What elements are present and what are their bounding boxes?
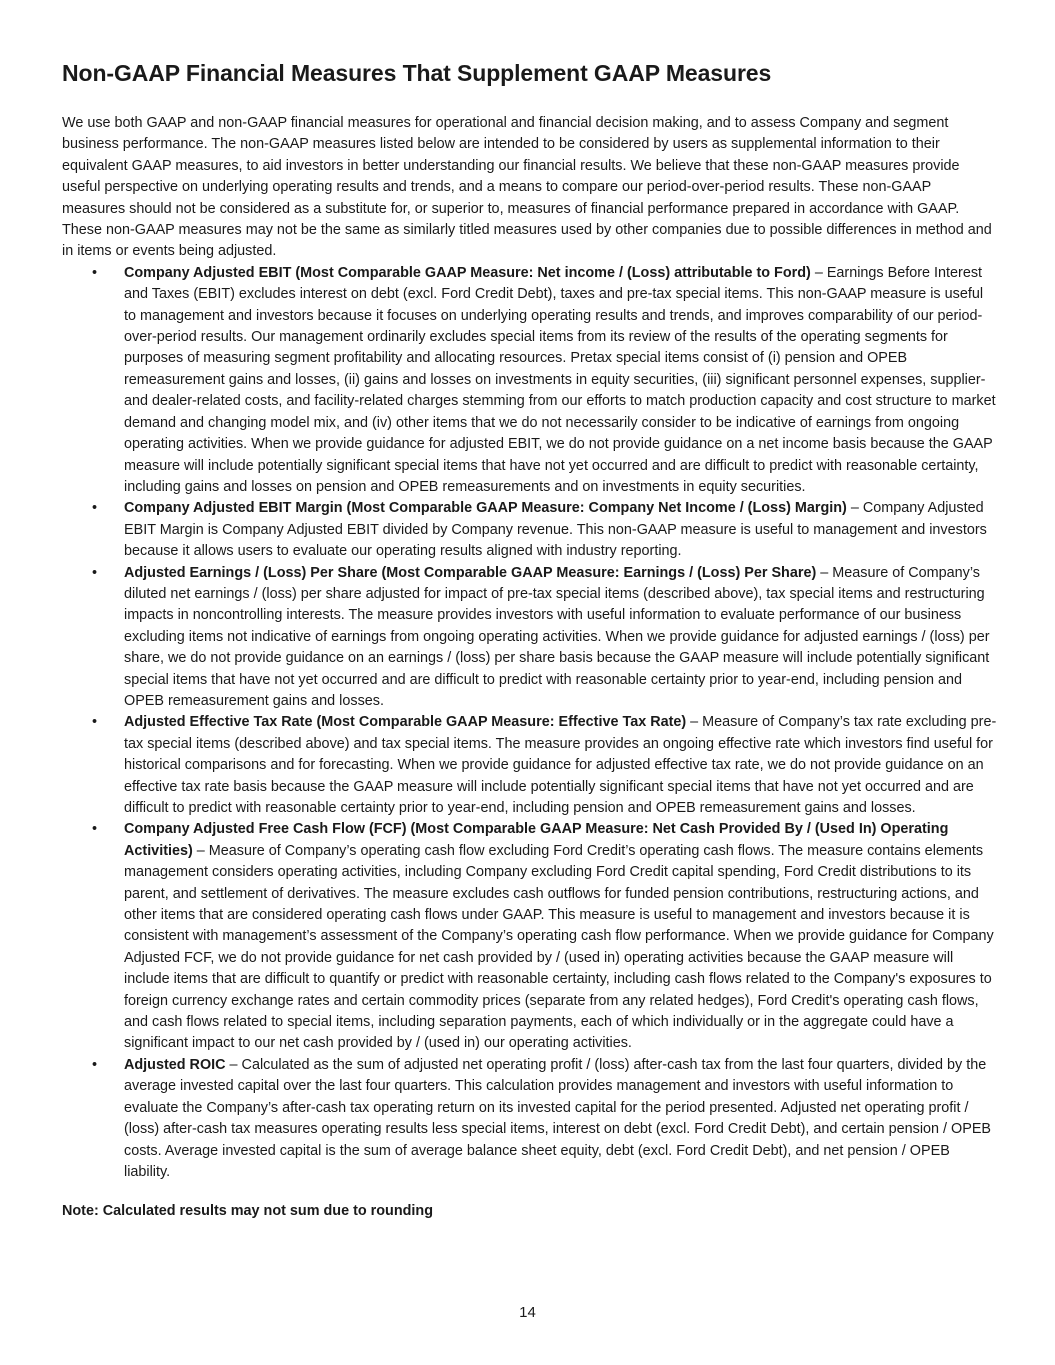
bullet: •	[92, 264, 98, 281]
bullet: •	[92, 1056, 98, 1073]
list-item	[62, 263, 997, 498]
bullet: •	[92, 714, 98, 731]
bullet: •	[92, 564, 98, 581]
page-number: 14	[519, 1304, 536, 1321]
measure-heading: Adjusted ROIC	[124, 1056, 226, 1073]
measure-heading: Company Adjusted Free Cash Flow (FCF) (Most Comparable GAAP Measure: Net Cash Provided By / (Used In) Operating Activities)	[124, 821, 949, 859]
bullet: •	[92, 821, 98, 838]
measure-description: – Measure of Company’s diluted net earnings / (loss) per share adjusted for impact of pre-tax special items (described above), tax special items and restructuring impacts in noncontrolling interests. The measure provides investors with useful information to evaluate performance of our business excluding items not indicative of earnings from ongoing operating activities. When we provide guidance for adjusted earnings / (loss) per share, we do not provide guidance on an earnings / (loss) per share basis because the GAAP measure will include potentially significant special items that have not yet occurred and are difficult to predict with reasonable certainty prior to year-end, including pension and OPEB remeasurement gains and losses.	[124, 564, 990, 709]
measure-heading: Company Adjusted EBIT Margin (Most Comparable GAAP Measure: Company Net Income / (Loss) Margin)	[124, 500, 847, 517]
list-item	[62, 498, 997, 562]
measure-description: – Measure of Company’s tax rate excluding pre-tax special items (described above) and tax special items. The measure provides an ongoing effective rate which investors find useful for historical comparisons and for forecasting. When we provide guidance for adjusted effective tax rate, we do not provide guidance on an effective tax rate basis because the GAAP measure will include potentially significant special items that have not yet occurred and are difficult to predict with reasonable certainty prior to year-end, including pension and OPEB remeasurement gains and losses.	[124, 714, 997, 816]
list-item	[62, 1055, 997, 1183]
bullet: •	[92, 500, 98, 517]
list-item	[62, 563, 997, 713]
measure-description: – Calculated as the sum of adjusted net operating profit / (loss) after-cash tax from the last four quarters, divided by the average invested capital over the last four quarters. This calculation provides management and investors with useful information to evaluate the Company’s after-cash tax operating return on its invested capital for the period presented. Adjusted net operating profit / (loss) after-cash tax measures operating results less special items, interest on debt (excl. Ford Credit Debt), and certain pension / OPEB costs. Average invested capital is the sum of average balance sheet equity, debt (excl. Ford Credit Debt), and net pension / OPEB liability.	[124, 1056, 992, 1180]
intro-paragraph: We use both GAAP and non-GAAP financial measures for operational and financial decision making, and to assess Company and segment business performance. The non-GAAP measures listed below are intended to be considered by users as supplemental information to their equivalent GAAP measures, to aid investors in better understanding our financial results. We believe that these non-GAAP measures provide useful perspective on underlying operating results and trends, and a means to compare our period-over-period results. These non-GAAP measures should not be considered as a substitute for, or superior to, measures of financial performance prepared in accordance with GAAP. These non-GAAP measures may not be the same as similarly titled measures used by other companies due to possible differences in method and in items or events being adjusted.	[62, 115, 992, 260]
list-item	[62, 819, 997, 1054]
measures-list	[62, 263, 997, 1183]
measure-heading: Adjusted Effective Tax Rate (Most Comparable GAAP Measure: Effective Tax Rate)	[124, 714, 687, 731]
document-page	[62, 60, 997, 1219]
list-item	[62, 712, 997, 819]
measure-description: – Company Adjusted EBIT Margin is Company Adjusted EBIT divided by Company revenue. This non-GAAP measure is useful to management and investors because it allows users to evaluate our operating results aligned with industry reporting.	[124, 500, 987, 560]
measure-heading: Adjusted Earnings / (Loss) Per Share (Most Comparable GAAP Measure: Earnings / (Loss) Per Share)	[124, 564, 817, 581]
rounding-note: Note: Calculated results may not sum due to rounding	[62, 1203, 433, 1220]
measure-description: – Measure of Company’s operating cash flow excluding Ford Credit’s operating cash flows. The measure contains elements management considers operating activities, including Company excluding Ford Credit capital spending, Ford Credit distributions to its parent, and settlement of derivatives. The measure excludes cash outflows for funded pension contributions, restructuring actions, and other items that are considered operating cash flows under GAAP. This measure is useful to management and investors because it is consistent with management’s assessment of the Company’s operating cash flow performance. When we provide guidance for Company Adjusted FCF, we do not provide guidance for net cash provided by / (used in) operating activities because the GAAP measure will include items that are difficult to quantify or predict with reasonable certainty, including cash flows related to the Company's exposures to foreign currency exchange rates and certain commodity prices (separate from any related hedges), Ford Credit's operating cash flows, and cash flows related to special items, including separation payments, each of which individually or in the aggregate could have a significant impact to our net cash provided by / (used in) our operating activities.	[124, 842, 994, 1052]
measure-description: – Earnings Before Interest and Taxes (EBIT) excludes interest on debt (excl. Ford Credit Debt), taxes and pre-tax special items. This non-GAAP measure is useful to management and investors because it focuses on underlying operating results and trends, and improves comparability of our period-over-period results. Our management ordinarily excludes special items from its review of the results of the operating segments for purposes of measuring segment profitability and allocating resources. Pretax special items consist of (i) pension and OPEB remeasurement gains and losses, (ii) gains and losses on investments in equity securities, (iii) significant personnel expenses, supplier- and dealer-related costs, and facility-related charges stemming from our efforts to match production capacity and cost structure to market demand and changing model mix, and (iv) other items that we do not necessarily consider to be indicative of earnings from ongoing operating activities. When we provide guidance for adjusted EBIT, we do not provide guidance on a net income basis because the GAAP measure will include potentially significant special items that have not yet occurred and are difficult to predict with reasonable certainty, including gains and losses on pension and OPEB remeasurements and on investments in equity securities.	[124, 264, 996, 495]
page-title: Non-GAAP Financial Measures That Supplement GAAP Measures	[62, 60, 772, 86]
measure-heading: Company Adjusted EBIT (Most Comparable GAAP Measure: Net income / (Loss) attributable to Ford)	[124, 264, 811, 281]
